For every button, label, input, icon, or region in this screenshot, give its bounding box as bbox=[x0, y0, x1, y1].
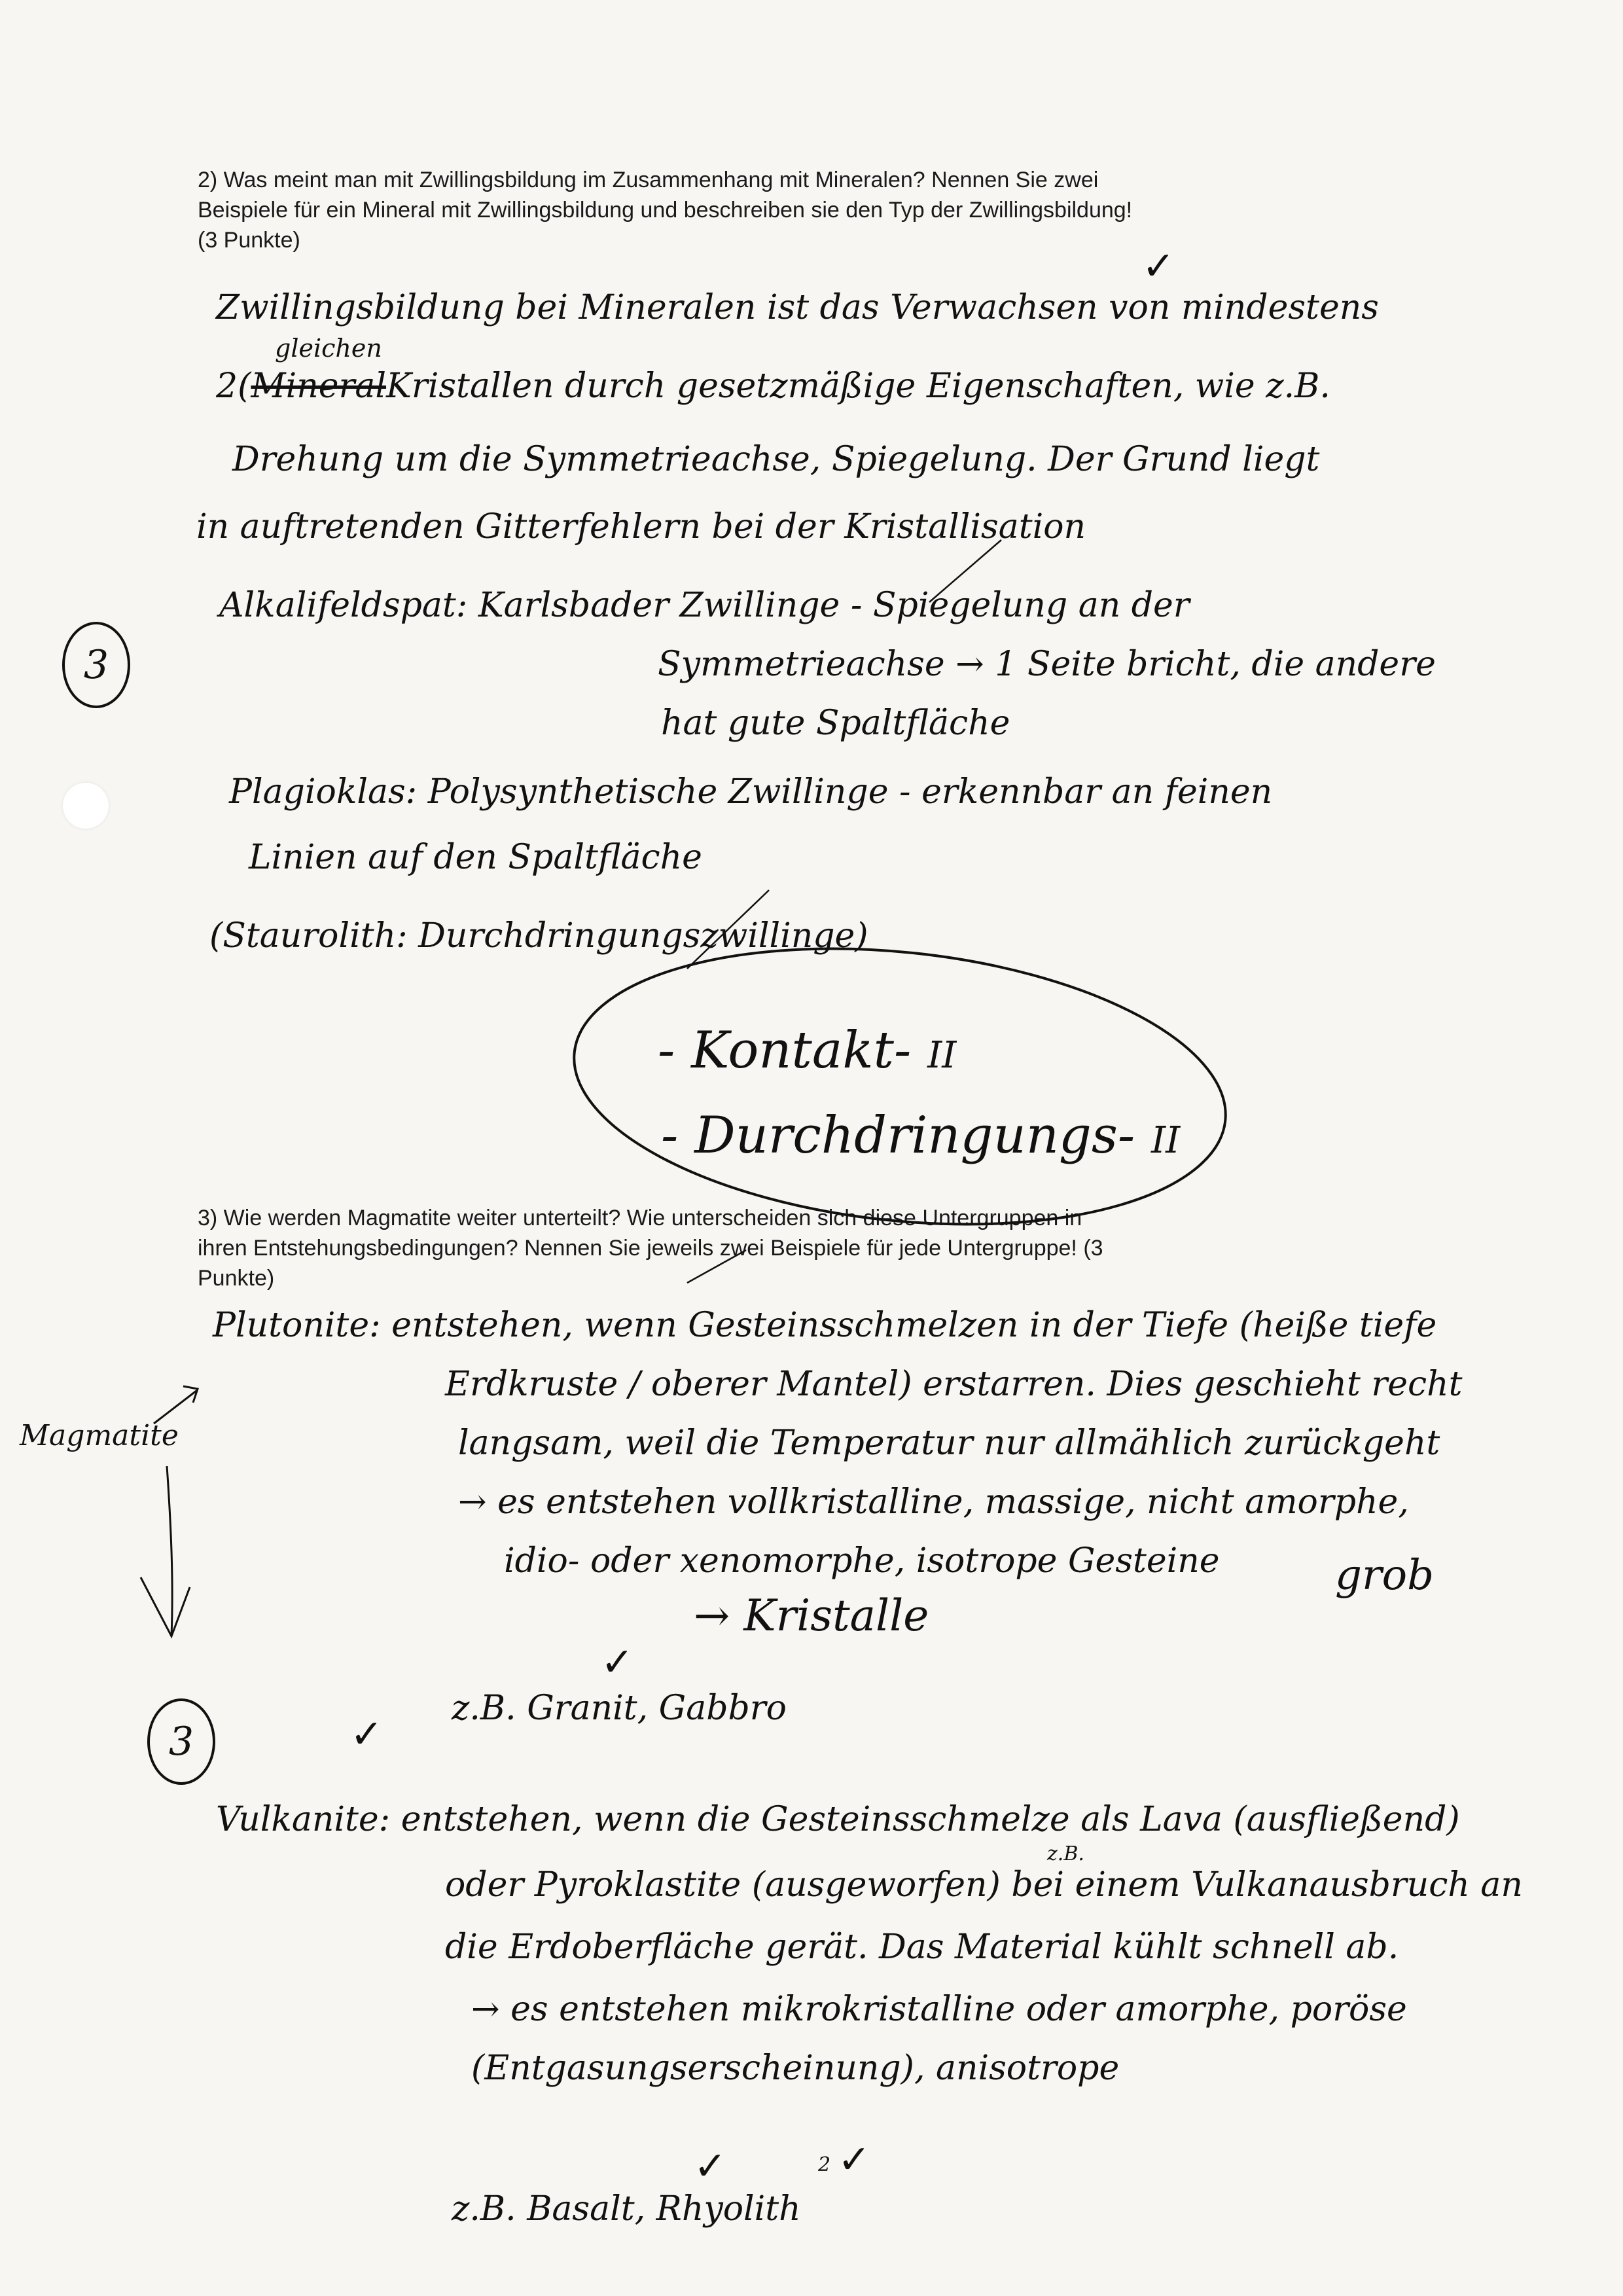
answer-3-rhyolith-note: 2 bbox=[818, 2153, 831, 2176]
answer-2-line-5: Alkalifeldspat: Karlsbader Zwillinge - Spiegelung an der bbox=[219, 586, 1190, 625]
answer-2-line-1: Zwillingsbildung bei Mineralen ist das Verwachsen von mindestens bbox=[216, 288, 1379, 327]
answer-3-plutonite-line-1: Plutonite: entstehen, wenn Gesteinsschmelzen in der Tiefe (heiße tiefe bbox=[213, 1306, 1437, 1345]
question-3-line-3: Punkte) bbox=[198, 1266, 275, 1291]
check-mark-top: ✓ bbox=[1142, 243, 1175, 289]
grader-note-line-1-roman: II bbox=[927, 1034, 957, 1077]
answer-3-plutonite-line-4: → es entstehen vollkristalline, massige, nicht amorphe, bbox=[458, 1482, 1409, 1522]
answer-3-vulkanite-note: z.B. bbox=[1047, 1842, 1084, 1865]
answer-2-struck-word: Mineral bbox=[251, 367, 387, 406]
grader-slash-2 bbox=[687, 1250, 746, 1283]
question-2-line-3: (3 Punkte) bbox=[198, 228, 300, 253]
answer-3-vulkanite-line-1: Vulkanite: entstehen, wenn die Gesteinsschmelze als Lava (ausfließend) bbox=[216, 1800, 1460, 1839]
answer-2-line-9: Linien auf den Spaltfläche bbox=[249, 838, 702, 877]
question-2-line-2: Beispiele für ein Mineral mit Zwillingsbildung und beschreiben sie den Typ der Zwillingsbildung! bbox=[198, 198, 1133, 223]
check-mark-side: ✓ bbox=[350, 1712, 383, 1757]
answer-2-line-3: Drehung um die Symmetrieachse, Spiegelung. Der Grund liegt bbox=[232, 440, 1320, 479]
answer-2-line-2: 2(MineralKristallen durch gesetzmäßige Eigenschaften, wie z.B. bbox=[216, 367, 1330, 406]
grader-note-line-2-roman: II bbox=[1151, 1119, 1181, 1162]
answer-2-line-7: hat gute Spaltfläche bbox=[661, 704, 1010, 743]
answer-2-line-8: Plagioklas: Polysynthetische Zwillinge - erkennbar an feinen bbox=[229, 772, 1273, 812]
answer-3-vulkanite-line-3: die Erdoberfläche gerät. Das Material kühlt schnell ab. bbox=[445, 1928, 1399, 1967]
answer-2-line-2-rest: Kristallen durch gesetzmäßige Eigenschaften, wie z.B. bbox=[386, 367, 1330, 406]
answer-3-vulkanite-line-4: → es entstehen mikrokristalline oder amorphe, poröse bbox=[471, 1990, 1407, 2029]
answer-2-line-10: (Staurolith: Durchdringungszwillinge) bbox=[209, 916, 868, 956]
check-mark-granit: ✓ bbox=[601, 1640, 634, 1685]
answer-2-line-4: in auftretenden Gitterfehlern bei der Kristallisation bbox=[196, 507, 1086, 547]
check-mark-rhyolith: ✓ bbox=[838, 2137, 871, 2183]
answer-3-grader-note-grob: grob bbox=[1335, 1551, 1435, 1600]
answer-3-vulkanite-examples: z.B. Basalt, Rhyolith bbox=[452, 2189, 801, 2229]
grader-note-line-2-text: - Durchdringungs- bbox=[661, 1106, 1135, 1165]
grader-ellipse bbox=[560, 919, 1239, 1254]
answer-3-plutonite-examples: z.B. Granit, Gabbro bbox=[452, 1689, 787, 1728]
answer-2-line-6: Symmetrieachse → 1 Seite bricht, die andere bbox=[658, 645, 1436, 684]
margin-label-magmatite: Magmatite bbox=[20, 1419, 179, 1452]
arrow-magmatite-up bbox=[154, 1391, 196, 1424]
answer-3-plutonite-line-6: → Kristalle bbox=[694, 1590, 929, 1641]
question-3-line-2: ihren Entstehungsbedingungen? Nennen Sie jeweils zwei Beispiele für jede Untergruppe! (3 bbox=[198, 1236, 1103, 1261]
question-2-line-1: 2) Was meint man mit Zwillingsbildung im Zusammenhang mit Mineralen? Nennen Sie zwei bbox=[198, 168, 1099, 192]
grader-slash-1 bbox=[929, 540, 1001, 602]
answer-3-plutonite-line-3: langsam, weil die Temperatur nur allmählich zurückgeht bbox=[458, 1424, 1440, 1463]
answer-3-vulkanite-line-2: oder Pyroklastite (ausgeworfen) bei einem Vulkanausbruch an bbox=[445, 1865, 1523, 1905]
question-3-line-1: 3) Wie werden Magmatite weiter unterteilt? Wie unterscheiden sich diese Untergruppen in bbox=[198, 1206, 1082, 1230]
answer-3-plutonite-line-5: idio- oder xenomorphe, isotrope Gesteine bbox=[504, 1541, 1220, 1581]
answer-2-line-2-prefix: 2 bbox=[216, 367, 238, 406]
answer-3-vulkanite-line-5: (Entgasungserscheinung), anisotrope bbox=[471, 2049, 1120, 2088]
check-mark-basalt: ✓ bbox=[694, 2144, 727, 2189]
grader-note-line-1-text: - Kontakt- bbox=[658, 1021, 912, 1080]
score-q3: 3 bbox=[168, 1719, 194, 1765]
score-q2: 3 bbox=[83, 642, 109, 688]
arrow-magmatite-down bbox=[167, 1466, 172, 1636]
answer-3-plutonite-line-2: Erdkruste / oberer Mantel) erstarren. Dies geschieht recht bbox=[445, 1365, 1463, 1404]
answer-2-insert: gleichen bbox=[275, 334, 382, 363]
